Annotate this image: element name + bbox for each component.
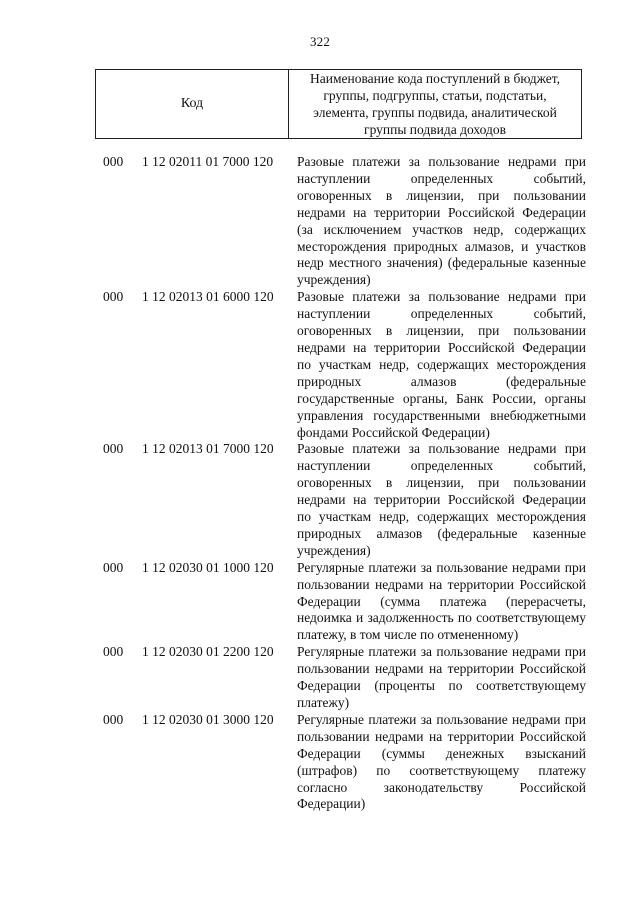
table-row xyxy=(0,712,640,813)
admin-code: 000 xyxy=(103,644,124,660)
table-row xyxy=(0,441,640,559)
table-header xyxy=(95,69,582,139)
revenue-description: Регулярные платежи за пользование недрами при пользовании недрами на территории Российской Федерации (проценты по соответствующему платежу) xyxy=(297,644,586,710)
admin-code: 000 xyxy=(103,154,124,169)
revenue-code: 1 12 02030 01 3000 120 xyxy=(142,711,274,727)
revenue-code: 1 12 02011 01 7000 120 xyxy=(142,154,274,169)
table-row xyxy=(0,560,640,645)
table-row xyxy=(0,644,640,712)
revenue-code-list xyxy=(0,154,640,813)
revenue-code: 1 12 02030 01 2200 120 xyxy=(142,644,274,660)
revenue-description: Регулярные платежи за пользование недрами при пользовании недрами на территории Российской Федерации (суммы денежных взысканий (штрафов) по соответствующему платежу согласно законодательству Российской Федерации) xyxy=(297,711,586,812)
admin-code: 000 xyxy=(103,711,124,727)
page-number: 322 xyxy=(309,34,331,49)
table-row xyxy=(0,154,640,289)
admin-code: 000 xyxy=(103,441,124,457)
revenue-code: 1 12 02030 01 1000 120 xyxy=(142,559,274,575)
admin-code: 000 xyxy=(103,289,124,305)
header-name-cell: Наименование кода поступлений в бюджет, группы, подгруппы, статьи, подстатьи, элемента, группы подвида, аналитической группы подвида доходов xyxy=(309,71,560,137)
revenue-description: Разовые платежи за пользование недрами при наступлении определенных событий, оговоренных в лицензии, при пользовании недрами на территории Российской Федерации по участкам недр, содержащих месторождения природных алмазов (федеральные казенные учреждения) xyxy=(297,441,586,558)
revenue-description: Разовые платежи за пользование недрами при наступлении определенных событий, оговоренных в лицензии, при пользовании недрами на территории Российской Федерации по участкам недр, содержащих месторождения природных алмазов (федеральные государственные органы, Банк России, органы управления государственными внебюджетными фондами Российской Федерации) xyxy=(297,289,586,440)
revenue-description: Разовые платежи за пользование недрами при наступлении определенных событий, оговоренных в лицензии, при пользовании недрами на территории Российской Федерации (за исключением участков недр, содержащих месторождения природных алмазов, и участков недр местного значения) (федеральные казенные учреждения) xyxy=(297,154,586,288)
header-code-cell: Код xyxy=(96,70,289,138)
revenue-code: 1 12 02013 01 6000 120 xyxy=(142,289,274,305)
revenue-code: 1 12 02013 01 7000 120 xyxy=(142,441,274,457)
table-row xyxy=(0,289,640,441)
revenue-description: Регулярные платежи за пользование недрами при пользовании недрами на территории Российской Федерации (сумма платежа (перерасчеты, недоимка и задолженность по соответствующему платежу, в том числе по отмененному) xyxy=(297,559,586,643)
admin-code: 000 xyxy=(103,559,124,575)
